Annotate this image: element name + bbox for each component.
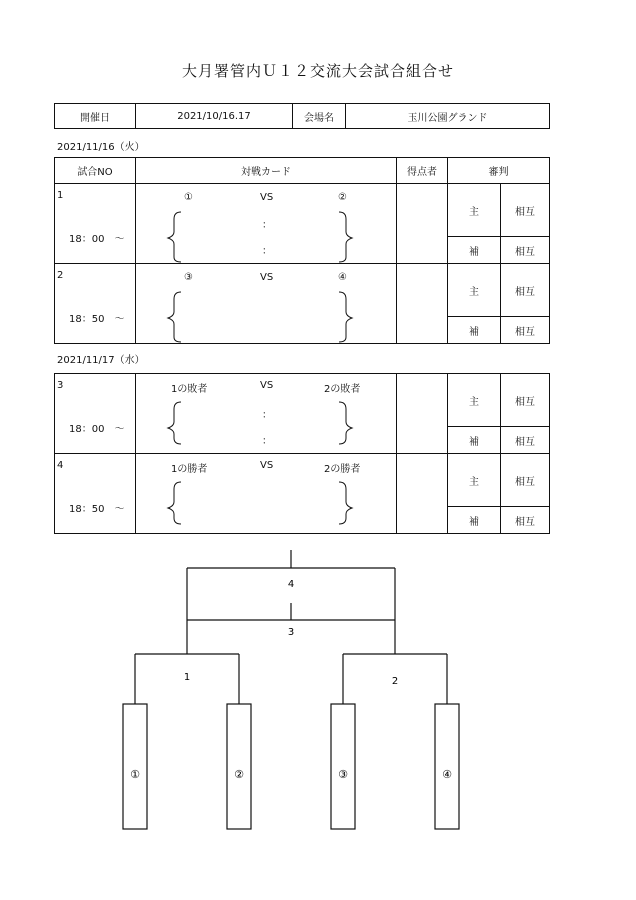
- header-referee: 審判: [448, 158, 550, 184]
- referee-main: 主: [448, 184, 501, 237]
- scorer-cell: [397, 454, 448, 534]
- header-scorer: 得点者: [397, 158, 448, 184]
- semi2-label: 2: [391, 676, 399, 687]
- team-box: [435, 704, 459, 829]
- match-time: 18：00 ～: [69, 424, 125, 435]
- match-time: 18：00 ～: [69, 234, 125, 245]
- schedule-table-day2: [54, 373, 550, 534]
- referee-main-value: 相互: [501, 374, 550, 427]
- team-left: ③: [184, 272, 193, 283]
- final-label: 4: [287, 579, 295, 590]
- schedule-table-day1: [54, 157, 550, 344]
- team-label: ①: [130, 768, 140, 781]
- match-no-cell: [55, 454, 136, 534]
- referee-sub: 補: [448, 427, 501, 454]
- match-number: 2: [57, 270, 64, 281]
- team-right: ②: [338, 192, 347, 203]
- vs-label: VS: [260, 192, 274, 203]
- score-colon: ：: [262, 410, 272, 421]
- match-card: [136, 374, 397, 454]
- match-number: 3: [57, 380, 64, 391]
- match-no-cell: [55, 184, 136, 264]
- team-right: ④: [338, 272, 347, 283]
- referee-sub-value: 相互: [501, 507, 550, 534]
- referee-main: 主: [448, 374, 501, 427]
- score-colon: ：: [262, 220, 272, 231]
- referee-main: 主: [448, 264, 501, 317]
- team-label: ②: [234, 768, 244, 781]
- referee-main-value: 相互: [501, 454, 550, 507]
- match-card: [136, 264, 397, 344]
- team-right: 2の敗者: [324, 384, 361, 395]
- team-left: 1の敗者: [171, 384, 208, 395]
- vs-label: VS: [260, 460, 274, 471]
- scorer-cell: [397, 184, 448, 264]
- match-no-cell: [55, 264, 136, 344]
- match-time: 18：50 ～: [69, 314, 125, 325]
- score-colon: ：: [262, 436, 272, 447]
- team-left: ①: [184, 192, 193, 203]
- referee-main-value: 相互: [501, 184, 550, 237]
- team-label: ③: [338, 768, 348, 781]
- tournament-bracket: [0, 540, 636, 840]
- team-box: [227, 704, 251, 829]
- team-left: 1の勝者: [171, 464, 208, 475]
- date-label: 開催日: [55, 104, 136, 129]
- info-table: [54, 103, 550, 129]
- referee-sub: 補: [448, 317, 501, 344]
- semi1-label: 1: [183, 672, 191, 683]
- match-number: 4: [57, 460, 64, 471]
- vs-label: VS: [260, 272, 274, 283]
- referee-main-value: 相互: [501, 264, 550, 317]
- team-right: 2の勝者: [324, 464, 361, 475]
- referee-sub: 補: [448, 507, 501, 534]
- score-colon: ：: [262, 246, 272, 257]
- scorer-cell: [397, 374, 448, 454]
- referee-sub: 補: [448, 237, 501, 264]
- day2-date: 2021/11/17（水）: [57, 355, 145, 366]
- third-place-label: 3: [287, 627, 295, 638]
- match-card: [136, 184, 397, 264]
- date-value: 2021/10/16.17: [136, 104, 293, 129]
- team-box: [123, 704, 147, 829]
- match-number: 1: [57, 190, 64, 201]
- day1-date: 2021/11/16（火）: [57, 142, 145, 153]
- header-card: 対戦カード: [136, 158, 397, 184]
- referee-sub-value: 相互: [501, 317, 550, 344]
- vs-label: VS: [260, 380, 274, 391]
- referee-main: 主: [448, 454, 501, 507]
- match-no-cell: [55, 374, 136, 454]
- page-title: 大月署管内Ｕ１２交流大会試合組合せ: [181, 62, 454, 80]
- team-box: [331, 704, 355, 829]
- referee-sub-value: 相互: [501, 237, 550, 264]
- scorer-cell: [397, 264, 448, 344]
- match-card: [136, 454, 397, 534]
- venue-value: 玉川公園グランド: [346, 104, 550, 129]
- header-no: 試合NO: [55, 158, 136, 184]
- team-label: ④: [442, 768, 452, 781]
- venue-label: 会場名: [293, 104, 346, 129]
- referee-sub-value: 相互: [501, 427, 550, 454]
- match-time: 18：50 ～: [69, 504, 125, 515]
